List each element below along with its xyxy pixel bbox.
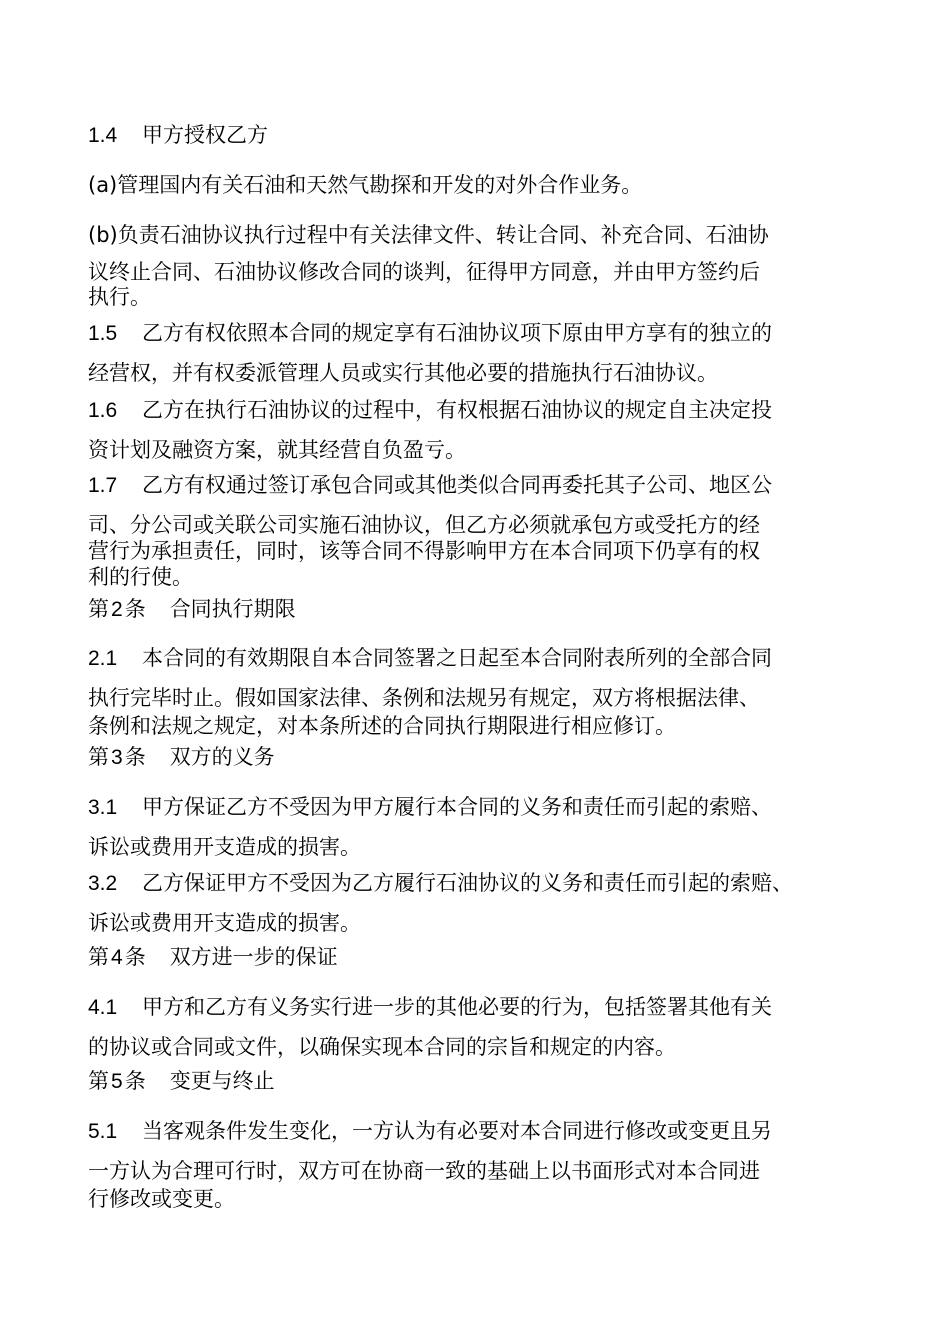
clause-number: 4.1 bbox=[88, 996, 118, 1019]
clause-line: 营行为承担责任，同时，该等合同不得影响甲方在本合同项下仍享有的权 bbox=[88, 539, 760, 563]
clause-number: 1.4 bbox=[88, 124, 118, 147]
clause-number: 1.6 bbox=[88, 399, 118, 422]
clause-number: 1.5 bbox=[88, 322, 118, 345]
clause-line: 乙方有权通过签订承包合同或其他类似合同再委托其子公司、地区公 bbox=[142, 473, 772, 497]
clause-1-4-a bbox=[88, 170, 878, 201]
article-title: 双方进一步的保证 bbox=[169, 945, 338, 969]
clause-line: (b)负责石油协议执行过程中有关法律文件、转让合同、补充合同、石油协 bbox=[88, 223, 769, 247]
clause-line: 议终止合同、石油协议修改合同的谈判，征得甲方同意，并由甲方签约后 bbox=[88, 260, 760, 284]
clause-line: 条例和法规之规定，对本条所述的合同执行期限进行相应修订。 bbox=[88, 714, 676, 738]
clause-line: 甲方保证乙方不受因为甲方履行本合同的义务和责任而引起的索赔、 bbox=[142, 795, 772, 819]
clause-3-2 bbox=[88, 868, 878, 939]
clause-1-7 bbox=[88, 470, 878, 593]
clause-1-4-b bbox=[88, 220, 878, 313]
clause-2-1 bbox=[88, 643, 878, 742]
article-4-heading: 第4条 双方进一步的保证 bbox=[88, 945, 338, 969]
clause-line: 经营权，并有权委派管理人员或实行其他必要的措施执行石油协议。 bbox=[88, 361, 718, 385]
clause-line: 乙方有权依照本合同的规定享有石油协议项下原由甲方享有的独立的 bbox=[142, 321, 772, 345]
article-5-heading: 第5条 变更与终止 bbox=[88, 1069, 275, 1093]
clause-number: 3.2 bbox=[88, 872, 118, 895]
article-title: 双方的义务 bbox=[169, 745, 275, 769]
article-2-heading: 第2条 合同执行期限 bbox=[88, 597, 296, 621]
clause-number: 3.1 bbox=[88, 796, 118, 819]
clause-line: 利的行使。 bbox=[88, 565, 193, 589]
clause-line: 乙方保证甲方不受因为乙方履行石油协议的义务和责任而引起的索赔、 bbox=[142, 871, 793, 895]
clause-number: 5.1 bbox=[88, 1120, 118, 1143]
article-title: 变更与终止 bbox=[169, 1069, 275, 1093]
clause-text: (a)管理国内有关石油和天然气勘探和开发的对外合作业务。 bbox=[88, 173, 643, 197]
clause-1-6 bbox=[88, 395, 878, 466]
clause-line: 的协议或合同或文件，以确保实现本合同的宗旨和规定的内容。 bbox=[88, 1035, 676, 1059]
clause-line: 一方认为合理可行时，双方可在协商一致的基础上以书面形式对本合同进 bbox=[88, 1159, 760, 1183]
clause-number: 2.1 bbox=[88, 647, 118, 670]
clause-line: 诉讼或费用开支造成的损害。 bbox=[88, 911, 361, 935]
clause-line: 行修改或变更。 bbox=[88, 1187, 235, 1211]
clause-line: 执行。 bbox=[88, 285, 151, 309]
clause-line: 甲方和乙方有义务实行进一步的其他必要的行为，包括签署其他有关 bbox=[142, 995, 772, 1019]
article-title: 合同执行期限 bbox=[169, 597, 296, 621]
article-3-heading: 第3条 双方的义务 bbox=[88, 745, 275, 769]
clause-5-1 bbox=[88, 1116, 878, 1215]
clause-line: 执行完毕时止。假如国家法律、条例和法规另有规定，双方将根据法律、 bbox=[88, 686, 760, 710]
clause-line: 诉讼或费用开支造成的损害。 bbox=[88, 835, 361, 859]
clause-3-1 bbox=[88, 792, 878, 863]
clause-line: 当客观条件发生变化，一方认为有必要对本合同进行修改或变更且另 bbox=[142, 1119, 772, 1143]
clause-line: 司、分公司或关联公司实施石油协议，但乙方必须就承包方或受托方的经 bbox=[88, 513, 760, 537]
clause-line: 资计划及融资方案，就其经营自负盈亏。 bbox=[88, 438, 466, 462]
clause-text: 甲方授权乙方 bbox=[142, 123, 268, 147]
clause-number: 1.7 bbox=[88, 474, 118, 497]
clause-1-4 bbox=[88, 120, 878, 151]
clause-1-5 bbox=[88, 318, 878, 389]
clause-line: 本合同的有效期限自本合同签署之日起至本合同附表所列的全部合同 bbox=[142, 646, 772, 670]
clause-4-1 bbox=[88, 992, 878, 1063]
clause-line: 乙方在执行石油协议的过程中，有权根据石油协议的规定自主决定投 bbox=[142, 398, 772, 422]
